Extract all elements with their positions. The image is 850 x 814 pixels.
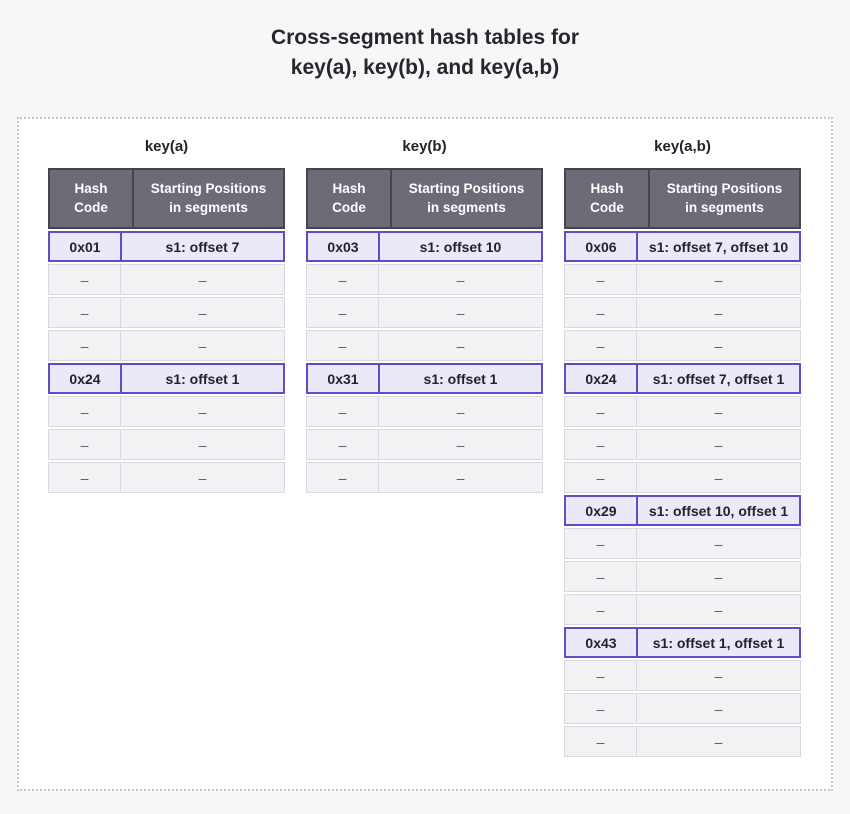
hash-tables-container: [48, 138, 831, 759]
hash-code-cell: –: [565, 727, 637, 756]
hash-code-cell: –: [49, 265, 121, 294]
hash-entry-row: [48, 231, 285, 262]
positions-cell: –: [456, 403, 465, 420]
hash-code-cell: –: [565, 265, 637, 294]
positions-cell: –: [456, 304, 465, 321]
positions-cell: s1: offset 7, offset 10: [648, 238, 789, 255]
hash-code-cell: 0x24: [566, 365, 638, 392]
table-rows: [564, 231, 801, 757]
positions-cell: –: [198, 304, 207, 321]
empty-row: [306, 297, 543, 328]
hash-code-cell: –: [565, 298, 637, 327]
hash-code-cell: –: [565, 661, 637, 690]
positions-cell: –: [714, 304, 723, 321]
positions-cell: –: [714, 667, 723, 684]
hash-code-cell: 0x01: [50, 233, 122, 260]
empty-row: [306, 462, 543, 493]
hash-code-cell: –: [565, 397, 637, 426]
positions-cell: –: [714, 733, 723, 750]
positions-cell: –: [456, 469, 465, 486]
hash-entry-row: [306, 231, 543, 262]
positions-cell: –: [198, 271, 207, 288]
hash-code-cell: –: [49, 430, 121, 459]
hash-code-cell: –: [565, 529, 637, 558]
hash-code-cell: –: [307, 430, 379, 459]
hash-code-cell: –: [565, 430, 637, 459]
hash-code-cell: 0x29: [566, 497, 638, 524]
positions-cell: –: [456, 436, 465, 453]
hash-entry-row: [564, 363, 801, 394]
empty-row: [48, 264, 285, 295]
positions-cell: –: [198, 436, 207, 453]
hash-code-cell: –: [49, 463, 121, 492]
empty-row: [564, 429, 801, 460]
page-title: [0, 0, 850, 84]
empty-row: [564, 693, 801, 724]
empty-row: [564, 264, 801, 295]
header-cell-starting-positions: Starting Positions in segments: [150, 180, 267, 215]
empty-row: [564, 528, 801, 559]
empty-row: [48, 396, 285, 427]
hash-entry-row: [48, 363, 285, 394]
positions-cell: s1: offset 7, offset 1: [652, 370, 785, 387]
hash-code-cell: –: [49, 298, 121, 327]
hash-code-cell: –: [307, 397, 379, 426]
positions-cell: s1: offset 1: [165, 370, 240, 387]
positions-cell: s1: offset 1: [423, 370, 498, 387]
positions-cell: s1: offset 7: [165, 238, 240, 255]
header-cell-hash-code: Hash Code: [50, 170, 134, 227]
page-title-line2: key(a), key(b), and key(a,b): [290, 56, 560, 80]
empty-row: [564, 297, 801, 328]
positions-cell: –: [714, 535, 723, 552]
hash-code-cell: 0x24: [50, 365, 122, 392]
hash-code-cell: –: [49, 397, 121, 426]
hash-code-cell: –: [49, 331, 121, 360]
page-title-line1: Cross-segment hash tables for: [270, 26, 580, 49]
hash-code-cell: –: [565, 595, 637, 624]
table-rows: [306, 231, 543, 493]
header-cell-starting-positions: Starting Positions in segments: [666, 180, 783, 215]
hash-entry-row: [564, 231, 801, 262]
hash-entry-row: [564, 627, 801, 658]
hash-table-key-ab: [564, 138, 801, 759]
positions-cell: –: [714, 403, 723, 420]
empty-row: [564, 561, 801, 592]
empty-row: [306, 396, 543, 427]
positions-cell: s1: offset 10: [419, 238, 502, 255]
table-label: key(b): [402, 138, 447, 155]
empty-row: [564, 330, 801, 361]
hash-code-cell: –: [565, 331, 637, 360]
hash-code-cell: –: [307, 265, 379, 294]
table-rows: [48, 231, 285, 493]
empty-row: [48, 297, 285, 328]
positions-cell: –: [714, 601, 723, 618]
empty-row: [48, 429, 285, 460]
table-label: key(a,b): [654, 138, 711, 155]
hash-code-cell: –: [307, 298, 379, 327]
empty-row: [306, 264, 543, 295]
positions-cell: –: [198, 337, 207, 354]
positions-cell: –: [714, 469, 723, 486]
empty-row: [306, 429, 543, 460]
positions-cell: –: [456, 337, 465, 354]
positions-cell: s1: offset 1, offset 1: [652, 634, 785, 651]
table-header: [306, 168, 543, 229]
empty-row: [564, 594, 801, 625]
empty-row: [48, 330, 285, 361]
hash-code-cell: –: [307, 463, 379, 492]
hash-code-cell: –: [565, 694, 637, 723]
positions-cell: –: [714, 271, 723, 288]
empty-row: [564, 726, 801, 757]
positions-cell: –: [714, 337, 723, 354]
empty-row: [564, 660, 801, 691]
positions-cell: –: [714, 436, 723, 453]
empty-row: [564, 462, 801, 493]
empty-row: [306, 330, 543, 361]
hash-code-cell: –: [307, 331, 379, 360]
empty-row: [48, 462, 285, 493]
hash-table-key-b: [306, 138, 543, 495]
hash-code-cell: 0x31: [308, 365, 380, 392]
empty-row: [564, 396, 801, 427]
positions-cell: –: [714, 700, 723, 717]
hash-code-cell: –: [565, 463, 637, 492]
header-cell-hash-code: Hash Code: [566, 170, 650, 227]
table-header: [48, 168, 285, 229]
positions-cell: s1: offset 10, offset 1: [648, 502, 789, 519]
table-label: key(a): [144, 138, 189, 155]
hash-code-cell: 0x03: [308, 233, 380, 260]
hash-code-cell: 0x43: [566, 629, 638, 656]
hash-code-cell: 0x06: [566, 233, 638, 260]
header-cell-hash-code: Hash Code: [308, 170, 392, 227]
positions-cell: –: [714, 568, 723, 585]
hash-table-key-a: [48, 138, 285, 495]
hash-code-cell: –: [565, 562, 637, 591]
header-cell-starting-positions: Starting Positions in segments: [408, 180, 525, 215]
positions-cell: –: [198, 469, 207, 486]
hash-entry-row: [564, 495, 801, 526]
positions-cell: –: [456, 271, 465, 288]
table-header: [564, 168, 801, 229]
hash-entry-row: [306, 363, 543, 394]
positions-cell: –: [198, 403, 207, 420]
diagram-panel: [17, 117, 833, 791]
